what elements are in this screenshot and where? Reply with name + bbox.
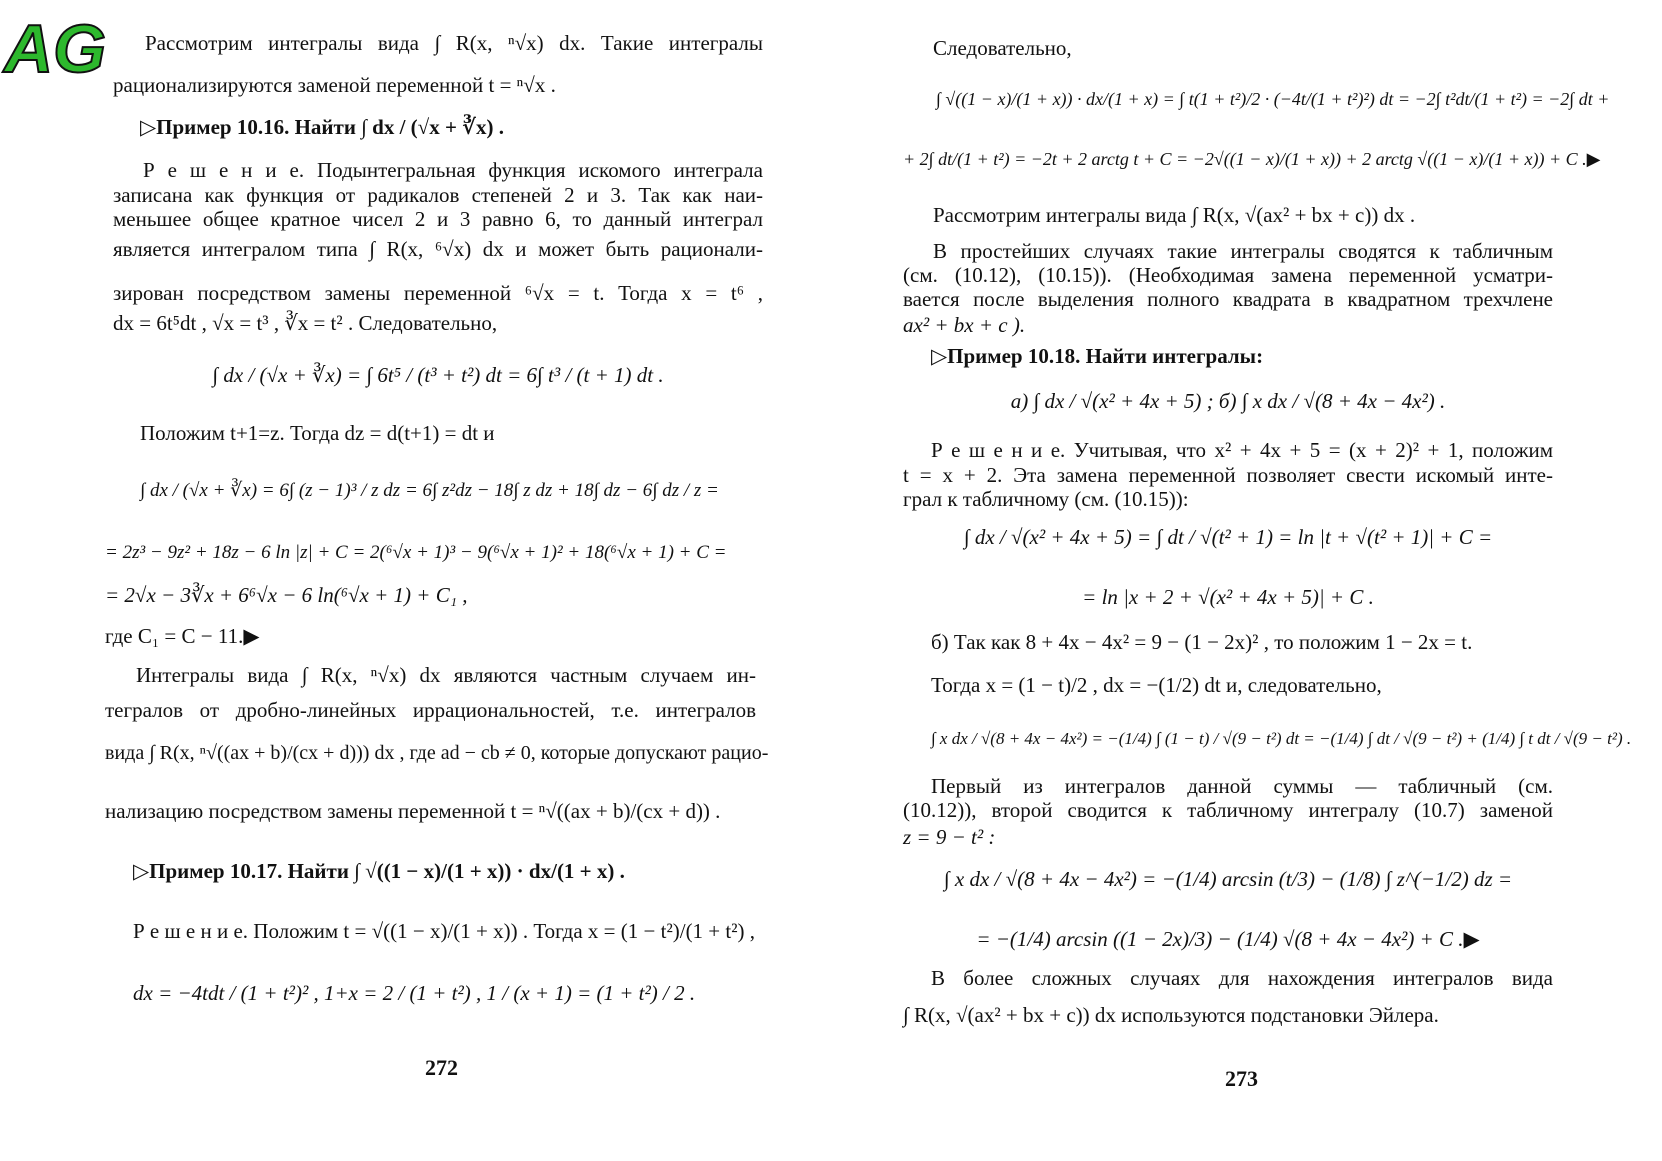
formula: = 2z³ − 9z² + 18z − 6 ln |z| + C = 2(⁶√x + 1)³ − 9(⁶√x + 1)² + 18(⁶√x + 1) + C = bbox=[105, 542, 727, 563]
text-line: Положим t+1=z. Тогда dz = d(t+1) = dt и bbox=[140, 421, 495, 445]
text-line: (10.12)), второй сводится к табличному интегралу (10.7) заменой bbox=[903, 798, 1553, 822]
formula: а) ∫ dx / √(x² + 4x + 5) ; б) ∫ x dx / √(8 + 4x − 4x²) . bbox=[1010, 389, 1446, 413]
text-line: Интегралы вида ∫ R(x, ⁿ√x) dx являются частным случаем ин- bbox=[136, 663, 756, 687]
text-line: В более сложных случаях для нахождения интегралов вида bbox=[931, 966, 1553, 990]
text-line: Следовательно, bbox=[933, 36, 1072, 60]
text-line: Рассмотрим интегралы вида ∫ R(x, ⁿ√x) dx. Такие интегралы bbox=[145, 31, 763, 55]
text-line: Рассмотрим интегралы вида ∫ R(x, √(ax² + bx + c)) dx . bbox=[933, 203, 1416, 227]
text-line: вида ∫ R(x, ⁿ√((ax + b)/(cx + d))) dx , где ad − cb ≠ 0, которые допускают рацио- bbox=[105, 742, 769, 764]
text-line: нализацию посредством замены переменной t = ⁿ√((ax + b)/(cx + d)) . bbox=[105, 799, 721, 823]
text-line: Первый из интегралов данной суммы — табличный (см. bbox=[931, 774, 1553, 798]
text-line: Р е ш е н и е. Подынтегральная функция искомого интеграла bbox=[143, 158, 763, 182]
text-line: В простейших случаях такие интегралы сводятся к табличным bbox=[933, 239, 1553, 263]
text-line: зирован посредством замены переменной ⁶√x = t. Тогда x = t⁶ , bbox=[113, 281, 763, 305]
formula: ∫ dx / (√x + ∛x) = ∫ 6t⁵ / (t³ + t²) dt = 6∫ t³ / (t + 1) dt . bbox=[212, 363, 664, 387]
text-line: ∫ R(x, √(ax² + bx + c)) dx используются подстановки Эйлера. bbox=[903, 1003, 1439, 1027]
page-right bbox=[831, 0, 1662, 1161]
formula: ∫ dx / √(x² + 4x + 5) = ∫ dt / √(t² + 1) = ln |t + √(t² + 1)| + C = bbox=[963, 525, 1493, 549]
text-line: Тогда x = (1 − t)/2 , dx = −(1/2) dt и, следовательно, bbox=[931, 673, 1382, 697]
example-heading: ▷Пример 10.18. Найти интегралы: bbox=[931, 344, 1264, 368]
formula: dx = −4tdt / (1 + t²)² , 1+x = 2 / (1 + t²) , 1 / (x + 1) = (1 + t²) / 2 . bbox=[133, 981, 696, 1005]
text-line: рационализируются заменой переменной t = ⁿ√x . bbox=[113, 73, 556, 97]
example-heading: ▷Пример 10.17. Найти ∫ √((1 − x)/(1 + x)) · dx/(1 + x) . bbox=[133, 859, 625, 883]
page-number: 272 bbox=[425, 1055, 458, 1080]
logo-text: AG bbox=[4, 11, 106, 87]
formula: ∫ dx / (√x + ∛x) = 6∫ (z − 1)³ / z dz = 6∫ z²dz − 18∫ z dz + 18∫ dz − 6∫ dz / z = bbox=[140, 480, 719, 501]
formula: = −(1/4) arcsin ((1 − 2x)/3) − (1/4) √(8 + 4x − 4x²) + C .▶ bbox=[976, 927, 1480, 951]
text-line: (см. (10.12), (10.15)). (Необходимая замена переменной усматри- bbox=[903, 263, 1553, 287]
formula: z = 9 − t² : bbox=[903, 825, 996, 849]
text-line: t = x + 2. Эта замена переменной позволяет свести искомый инте- bbox=[903, 463, 1553, 487]
text-line: грал к табличному (см. (10.15)): bbox=[903, 487, 1189, 511]
text-line: записана как функция от радикалов степеней 2 и 3. Так как наи- bbox=[113, 183, 763, 207]
example-heading: ▷Пример 10.16. Найти ∫ dx / (√x + ∛x) . bbox=[140, 115, 504, 139]
text-line: dx = 6t⁵dt , √x = t³ , ∛x = t² . Следовательно, bbox=[113, 311, 498, 335]
text-line: где C₁ = C − 11.▶ bbox=[105, 624, 260, 648]
formula: ax² + bx + c ). bbox=[903, 313, 1026, 337]
formula: + 2∫ dt/(1 + t²) = −2t + 2 arctg t + C = −2√((1 − x)/(1 + x)) + 2 arctg √((1 − x)/(1 + x)) + C .▶ bbox=[903, 149, 1601, 169]
formula: = ln |x + 2 + √(x² + 4x + 5)| + C . bbox=[1082, 585, 1374, 609]
formula: = 2√x − 3∛x + 6⁶√x − 6 ln(⁶√x + 1) + C₁ , bbox=[105, 583, 468, 607]
text-line: Р е ш е н и е. Учитывая, что x² + 4x + 5 = (x + 2)² + 1, положим bbox=[931, 438, 1553, 462]
text-line: Р е ш е н и е. Положим t = √((1 − x)/(1 + x)) . Тогда x = (1 − t²)/(1 + t²) , bbox=[133, 919, 756, 943]
text-line: вается после выделения полного квадрата в квадратном трехчлене bbox=[903, 287, 1553, 311]
text-line: тегралов от дробно-линейных иррациональностей, т.е. интегралов bbox=[105, 698, 756, 722]
formula: ∫ x dx / √(8 + 4x − 4x²) = −(1/4) ∫ (1 − t) / √(9 − t²) dt = −(1/4) ∫ dt / √(9 − t²) + (1/4) ∫ t dt / √(9 − t²) . bbox=[931, 729, 1632, 748]
text-line: меньшее общее кратное чисел 2 и 3 равно 6, то данный интеграл bbox=[113, 207, 763, 231]
formula: ∫ x dx / √(8 + 4x − 4x²) = −(1/4) arcsin (t/3) − (1/8) ∫ z^(−1/2) dz = bbox=[943, 867, 1513, 891]
text-line: является интегралом типа ∫ R(x, ⁶√x) dx и может быть рационали- bbox=[113, 237, 763, 261]
page-number: 273 bbox=[1225, 1066, 1258, 1091]
formula: ∫ √((1 − x)/(1 + x)) · dx/(1 + x) = ∫ t(1 + t²)/2 · (−4t/(1 + t²)²) dt = −2∫ t²dt/(1 + t²) = −2∫ dt + bbox=[936, 89, 1610, 109]
text-line: б) Так как 8 + 4x − 4x² = 9 − (1 − 2x)² , то положим 1 − 2x = t. bbox=[931, 630, 1473, 654]
